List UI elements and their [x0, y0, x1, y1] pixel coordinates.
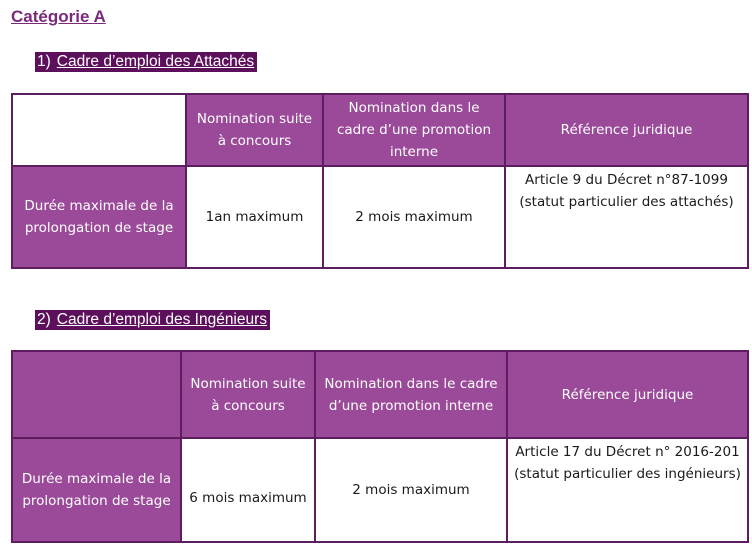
- corner-cell: [12, 351, 181, 438]
- section-2-number: 2): [37, 311, 51, 328]
- header-concours: Nomination suite à concours: [186, 94, 323, 166]
- ingenieurs-table: [11, 350, 749, 543]
- row-label: Durée maximale de la prolongation de stage: [12, 438, 181, 542]
- cell-reference: Article 9 du Décret n°87-1099 (statut particulier des attachés): [505, 166, 748, 268]
- section-1-title: [35, 52, 257, 72]
- header-promotion: Nomination dans le cadre d’une promotion interne: [315, 351, 507, 438]
- cell-reference: Article 17 du Décret n° 2016-201 (statut particulier des ingénieurs): [507, 438, 748, 542]
- header-concours: Nomination suite à concours: [181, 351, 315, 438]
- header-reference: Référence juridique: [507, 351, 748, 438]
- section-2-title: [35, 310, 270, 330]
- section-2-label: Cadre d’emploi des Ingénieurs: [56, 311, 268, 328]
- table-header-row: [12, 351, 748, 438]
- table-header-row: [12, 94, 748, 166]
- table-row: [12, 438, 748, 542]
- category-title: Catégorie A: [11, 7, 106, 26]
- table-row: [12, 166, 748, 268]
- header-reference: Référence juridique: [505, 94, 748, 166]
- cell-promotion: 2 mois maximum: [315, 438, 507, 542]
- corner-cell: [12, 94, 186, 166]
- cell-promotion: 2 mois maximum: [323, 166, 505, 268]
- attaches-table: [11, 93, 749, 269]
- section-1-label: Cadre d’emploi des Attachés: [56, 53, 255, 70]
- section-1-number: 1): [37, 53, 51, 70]
- row-label: Durée maximale de la prolongation de stage: [12, 166, 186, 268]
- cell-concours: 1an maximum: [186, 166, 323, 268]
- header-promotion: Nomination dans le cadre d’une promotion interne: [323, 94, 505, 166]
- cell-concours: 6 mois maximum: [181, 438, 315, 542]
